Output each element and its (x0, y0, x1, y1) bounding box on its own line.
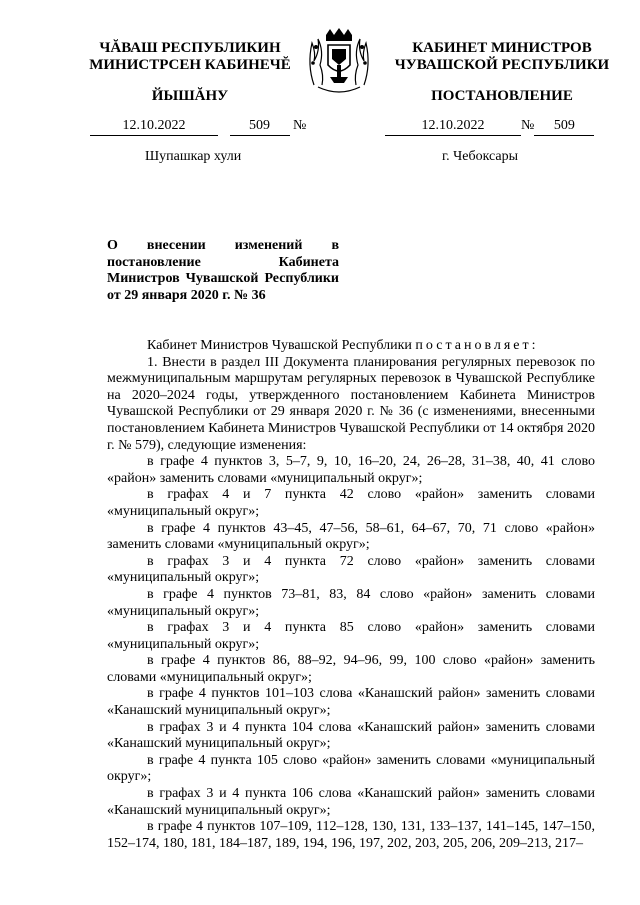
chuvash-coat-of-arms-icon (304, 25, 374, 97)
body-paragraph: в графе 4 пунктов 43–45, 47–56, 58–61, 64–67, 70, 71 слово «район» заменить словами «муниципальный округ»; (107, 520, 595, 553)
body-paragraph: 1. Внести в раздел III Документа планирования регулярных перевозок по межмуниципальным маршрутам регулярных перевозок в Чувашской Республике на 2020–2024 годы, утвержденного постановлением Кабинета Министров Чувашской Республики от 29 января 2020 г. № 36 (с изменениями, внесенными постановлением Кабинета Министров Чувашской Республики от 14 октября 2020 г. № 579), следующие изменения: (107, 354, 595, 453)
left-organization-name (75, 40, 305, 74)
document-body (107, 338, 595, 852)
body-paragraph: в графах 3 и 4 пункта 106 слова «Канашский район» заменить словами «Канашский муниципальный округ»; (107, 786, 595, 818)
left-date-number-line (90, 117, 306, 136)
intro-paragraph (107, 338, 595, 355)
left-place: Шупашкар хули (145, 149, 242, 164)
right-number-sign: № (521, 118, 535, 133)
body-paragraph: в графах 3 и 4 пункта 72 слово «район» заменить словами «муниципальный округ»; (107, 553, 595, 586)
body-paragraph: в графах 3 и 4 пункта 85 слово «район» заменить словами «муниципальный округ»; (107, 620, 595, 652)
right-org-line-2: ЧУВАШСКОЙ РЕСПУБЛИКИ (394, 57, 610, 73)
body-paragraph: в графе 4 пунктов 3, 5–7, 9, 10, 16–20, 24, 26–28, 31–38, 40, 41 слово «район» заменить словами «муниципальный округ»; (107, 454, 595, 486)
intro-prefix: Кабинет Министров Чувашской Республики (147, 338, 412, 353)
right-org-line-1: КАБИНЕТ МИНИСТРОВ (412, 40, 592, 56)
left-org-line-2: МИНИСТРСЕН КАБИНЕЧĔ (89, 57, 291, 73)
body-paragraph: в графе 4 пунктов 86, 88–92, 94–96, 99, 100 слово «район» заменить словами «муниципальный округ»; (107, 653, 595, 685)
body-paragraph: в графе 4 пунктов 101–103 слова «Канашский район» заменить словами «Канашский муниципальный округ»; (107, 686, 595, 719)
intro-decree-word: постановляет: (415, 338, 539, 353)
left-org-line-1: ЧĂВАШ РЕСПУБЛИКИН (99, 40, 281, 56)
body-paragraph: в графе 4 пункта 105 слово «район» заменить словами «муниципальный округ»; (107, 752, 595, 785)
document-subject: О внесении изменений в постановление Кабинета Министров Чувашской Республики от 29 января 2020 г. № 36 (107, 238, 339, 303)
right-date-number-line (385, 117, 594, 136)
body-paragraph: в графах 3 и 4 пункта 104 слова «Канашский район» заменить словами «Канашский муниципальный округ»; (107, 719, 595, 752)
right-date: 12.10.2022 (385, 117, 521, 136)
left-number: 509 (230, 117, 290, 136)
body-paragraph: в графе 4 пунктов 73–81, 83, 84 слово «район» заменить словами «муниципальный округ»; (107, 586, 595, 619)
right-organization-name (388, 40, 616, 74)
left-number-sign: № (293, 118, 307, 133)
left-document-type: ЙЫШĂНУ (151, 88, 229, 104)
body-paragraph: в графе 4 пунктов 107–109, 112–128, 130, 131, 133–137, 141–145, 147–150, 152–174, 180, 181, 184–187, 189, 194, 196, 197, 202, 203, 205, 206, 209–213, 217– (107, 819, 595, 851)
left-date: 12.10.2022 (90, 117, 218, 136)
right-place: г. Чебоксары (442, 149, 519, 164)
right-document-type: ПОСТАНОВЛЕНИЕ (431, 88, 573, 104)
right-number: 509 (534, 117, 594, 136)
body-paragraph: в графах 4 и 7 пункта 42 слово «район» заменить словами «муниципальный округ»; (107, 487, 595, 519)
